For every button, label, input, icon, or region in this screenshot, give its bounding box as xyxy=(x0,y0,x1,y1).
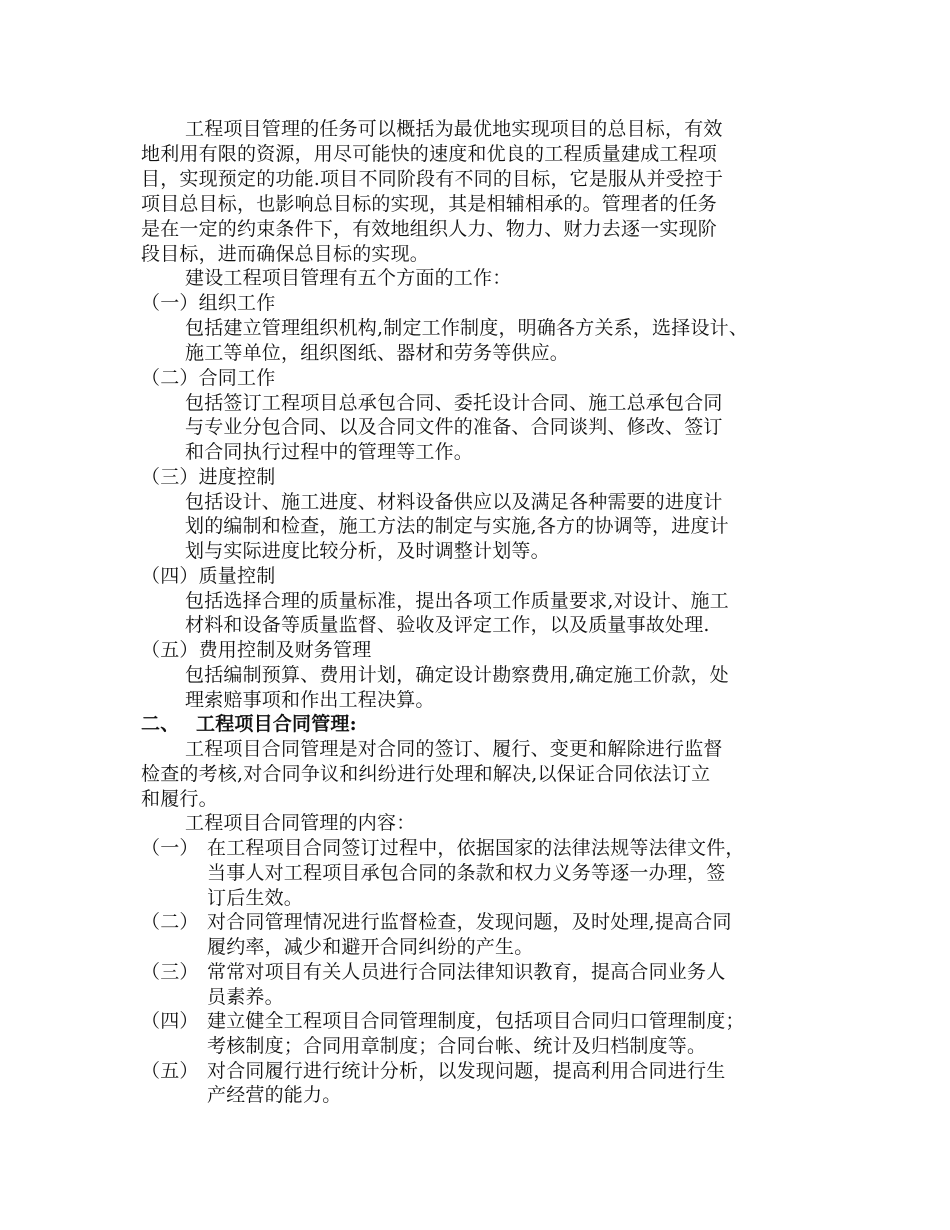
paragraph-line: 工程项目合同管理是对合同的签订、履行、变更和解除进行监督 xyxy=(185,738,723,760)
item-number: （五） xyxy=(141,1060,199,1082)
paragraph-line: 是在一定的约束条件下，有效地组织人力、物力、财力去逐一实现阶 xyxy=(141,218,718,240)
paragraph-line: 地利用有限的资源，用尽可能快的速度和优良的工程质量建成工程项 xyxy=(141,143,718,165)
item-line: 当事人对工程项目承包合同的条款和权力义务等逐一办理，签 xyxy=(207,862,726,884)
aspect-body-line: 包括编制预算、费用计划，确定设计勘察费用,确定施工价款，处 xyxy=(185,664,729,686)
item-line: 对合同管理情况进行监督检查，发现问题，及时处理,提高合同 xyxy=(207,911,732,933)
item-line: 订后生效。 xyxy=(207,887,304,909)
item-line: 产经营的能力。 xyxy=(207,1084,342,1106)
aspect-body-line: 和合同执行过程中的管理等工作。 xyxy=(185,441,474,463)
aspect-body-line: 与专业分包合同、以及合同文件的准备、合同谈判、修改、签订 xyxy=(185,416,723,438)
aspect-body-line: 材料和设备等质量监督、验收及评定工作，以及质量事故处理. xyxy=(185,614,710,636)
aspect-body-line: 包括建立管理组织机构,制定工作制度，明确各方关系，选择设计、 xyxy=(185,317,749,339)
aspect-title: （一）组织工作 xyxy=(141,292,276,314)
paragraph-line: 检查的考核,对合同争议和纠纷进行处理和解决,以保证合同依法订立 xyxy=(141,763,711,785)
item-line: 对合同履行进行统计分析，以发现问题，提高利用合同进行生 xyxy=(207,1060,726,1082)
item-line: 建立健全工程项目合同管理制度，包括项目合同归口管理制度； xyxy=(207,1010,745,1032)
paragraph-line: 和履行。 xyxy=(141,788,218,810)
aspect-body-line: 施工等单位，组织图纸、器材和劳务等供应。 xyxy=(185,342,570,364)
aspect-body-line: 划的编制和检查，施工方法的制定与实施,各方的协调等，进度计 xyxy=(185,515,729,537)
aspect-title: （二）合同工作 xyxy=(141,367,276,389)
paragraph-line: 工程项目合同管理的内容： xyxy=(185,812,416,834)
aspect-title: （四）质量控制 xyxy=(141,565,276,587)
item-line: 常常对项目有关人员进行合同法律知识教育，提高合同业务人 xyxy=(207,961,726,983)
aspect-body-line: 划与实际进度比较分析，及时调整计划等。 xyxy=(185,540,550,562)
item-number: （一） xyxy=(141,837,199,859)
item-line: 履约率，减少和避开合同纠纷的产生。 xyxy=(207,936,534,958)
item-number: （二） xyxy=(141,911,199,933)
item-number: （三） xyxy=(141,961,199,983)
item-number: （四） xyxy=(141,1010,199,1032)
paragraph-line: 项目总目标，也影响总目标的实现，其是相辅相承的。管理者的任务 xyxy=(141,193,718,215)
aspect-body-line: 包括选择合理的质量标准，提出各项工作质量要求,对设计、施工 xyxy=(185,590,729,612)
item-line: 在工程项目合同签订过程中，依据国家的法律法规等法律文件， xyxy=(207,837,745,859)
item-line: 员素养。 xyxy=(207,986,284,1008)
aspect-body-line: 理索赔事项和作出工程决算。 xyxy=(185,689,435,711)
aspect-title: （三）进度控制 xyxy=(141,466,276,488)
aspect-body-line: 包括签订工程项目总承包合同、委托设计合同、施工总承包合同 xyxy=(185,392,723,414)
paragraph-line: 建设工程项目管理有五个方面的工作： xyxy=(185,267,512,289)
aspect-body-line: 包括设计、施工进度、材料设备供应以及满足各种需要的进度计 xyxy=(185,491,723,513)
section-heading: 工程项目合同管理: xyxy=(196,713,357,735)
paragraph-line: 工程项目管理的任务可以概括为最优地实现项目的总目标，有效 xyxy=(185,118,723,140)
item-line: 考核制度；合同用章制度；合同台帐、统计及归档制度等。 xyxy=(207,1035,707,1057)
section-number: 二、 xyxy=(141,713,180,735)
paragraph-line: 段目标，进而确保总目标的实现。 xyxy=(141,243,430,265)
paragraph-line: 目，实现预定的功能.项目不同阶段有不同的目标，它是服从并受控于 xyxy=(141,168,724,190)
aspect-title: （五）费用控制及财务管理 xyxy=(141,639,372,661)
